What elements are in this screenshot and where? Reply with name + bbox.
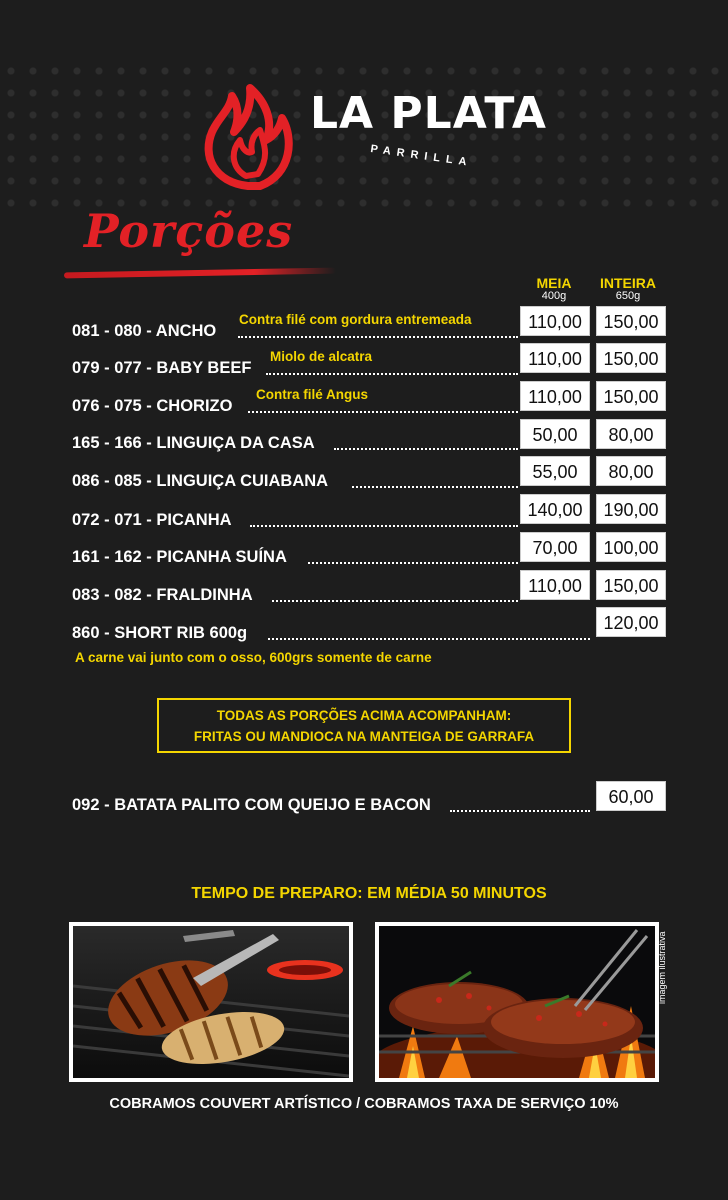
item-name: 165 - 166 - LINGUIÇA DA CASA — [72, 434, 315, 452]
price-meia: 110,00 — [520, 570, 590, 600]
price-inteira: 150,00 — [596, 343, 666, 373]
item-description: Contra filé Angus — [256, 387, 369, 402]
price-meia: 110,00 — [520, 306, 590, 336]
price-inteira: 120,00 — [596, 607, 666, 637]
brand-subtitle: PARRILLA — [369, 142, 474, 170]
price-meia: 140,00 — [520, 494, 590, 524]
item-description: Miolo de alcatra — [270, 349, 373, 364]
service-charge-notice: COBRAMOS COUVERT ARTÍSTICO / COBRAMOS TAXA DE SERVIÇO 10% — [109, 1096, 619, 1112]
column-header-meia — [524, 276, 584, 302]
price-meia: 110,00 — [520, 343, 590, 373]
flame-icon — [200, 82, 300, 192]
price-meia: 50,00 — [520, 419, 590, 449]
brand-name: LA PLATA — [310, 88, 547, 139]
column-meia-weight: 400g — [541, 290, 567, 302]
grilled-meat-photo — [69, 922, 353, 1082]
dot-leader — [272, 588, 518, 602]
column-meia-label: MEIA — [536, 275, 572, 291]
item-name: 081 - 080 - ANCHO — [72, 322, 217, 340]
price-inteira: 80,00 — [596, 419, 666, 449]
dot-leader — [352, 474, 518, 488]
dot-leader — [268, 626, 590, 640]
price-inteira: 60,00 — [596, 781, 666, 811]
item-name: 086 - 085 - LINGUIÇA CUIABANA — [72, 472, 329, 490]
column-header-inteira — [592, 276, 664, 302]
title-underline — [64, 268, 336, 279]
price-meia: 110,00 — [520, 381, 590, 411]
notice-line-2: FRITAS OU MANDIOCA NA MANTEIGA DE GARRAFA — [193, 729, 535, 744]
brand-logo — [200, 82, 547, 192]
dot-leader — [308, 550, 518, 564]
sides-notice — [157, 698, 571, 753]
price-inteira: 150,00 — [596, 381, 666, 411]
column-inteira-label: INTEIRA — [600, 275, 656, 291]
item-description: Contra filé com gordura entremeada — [239, 312, 472, 327]
price-inteira: 150,00 — [596, 306, 666, 336]
column-inteira-weight: 650g — [615, 290, 641, 302]
price-meia: 55,00 — [520, 456, 590, 486]
flame-grilled-steak-photo — [375, 922, 659, 1082]
price-inteira: 100,00 — [596, 532, 666, 562]
price-meia: 70,00 — [520, 532, 590, 562]
item-name: 076 - 075 - CHORIZO — [72, 397, 233, 415]
item-name: 083 - 082 - FRALDINHA — [72, 586, 253, 604]
item-name: 092 - BATATA PALITO COM QUEIJO E BACON — [72, 796, 431, 814]
price-inteira: 80,00 — [596, 456, 666, 486]
item-name: 161 - 162 - PICANHA SUÍNA — [72, 548, 287, 566]
section-title: Porções — [84, 204, 294, 258]
price-inteira: 150,00 — [596, 570, 666, 600]
item-name: 072 - 071 - PICANHA — [72, 511, 232, 529]
item-name: 079 - 077 - BABY BEEF — [72, 359, 252, 377]
item-name: 860 - SHORT RIB 600g — [72, 624, 248, 642]
short-rib-note: A carne vai junto com o osso, 600grs somente de carne — [75, 650, 432, 665]
notice-line-1: TODAS AS PORÇÕES ACIMA ACOMPANHAM: — [216, 708, 512, 723]
price-inteira: 190,00 — [596, 494, 666, 524]
dot-leader — [334, 436, 518, 450]
illustrative-image-caption: imagem ilustrativa — [657, 931, 667, 1004]
prep-time: TEMPO DE PREPARO: EM MÉDIA 50 MINUTOS — [191, 885, 547, 902]
dot-leader — [450, 798, 590, 812]
dot-leader — [250, 513, 518, 527]
